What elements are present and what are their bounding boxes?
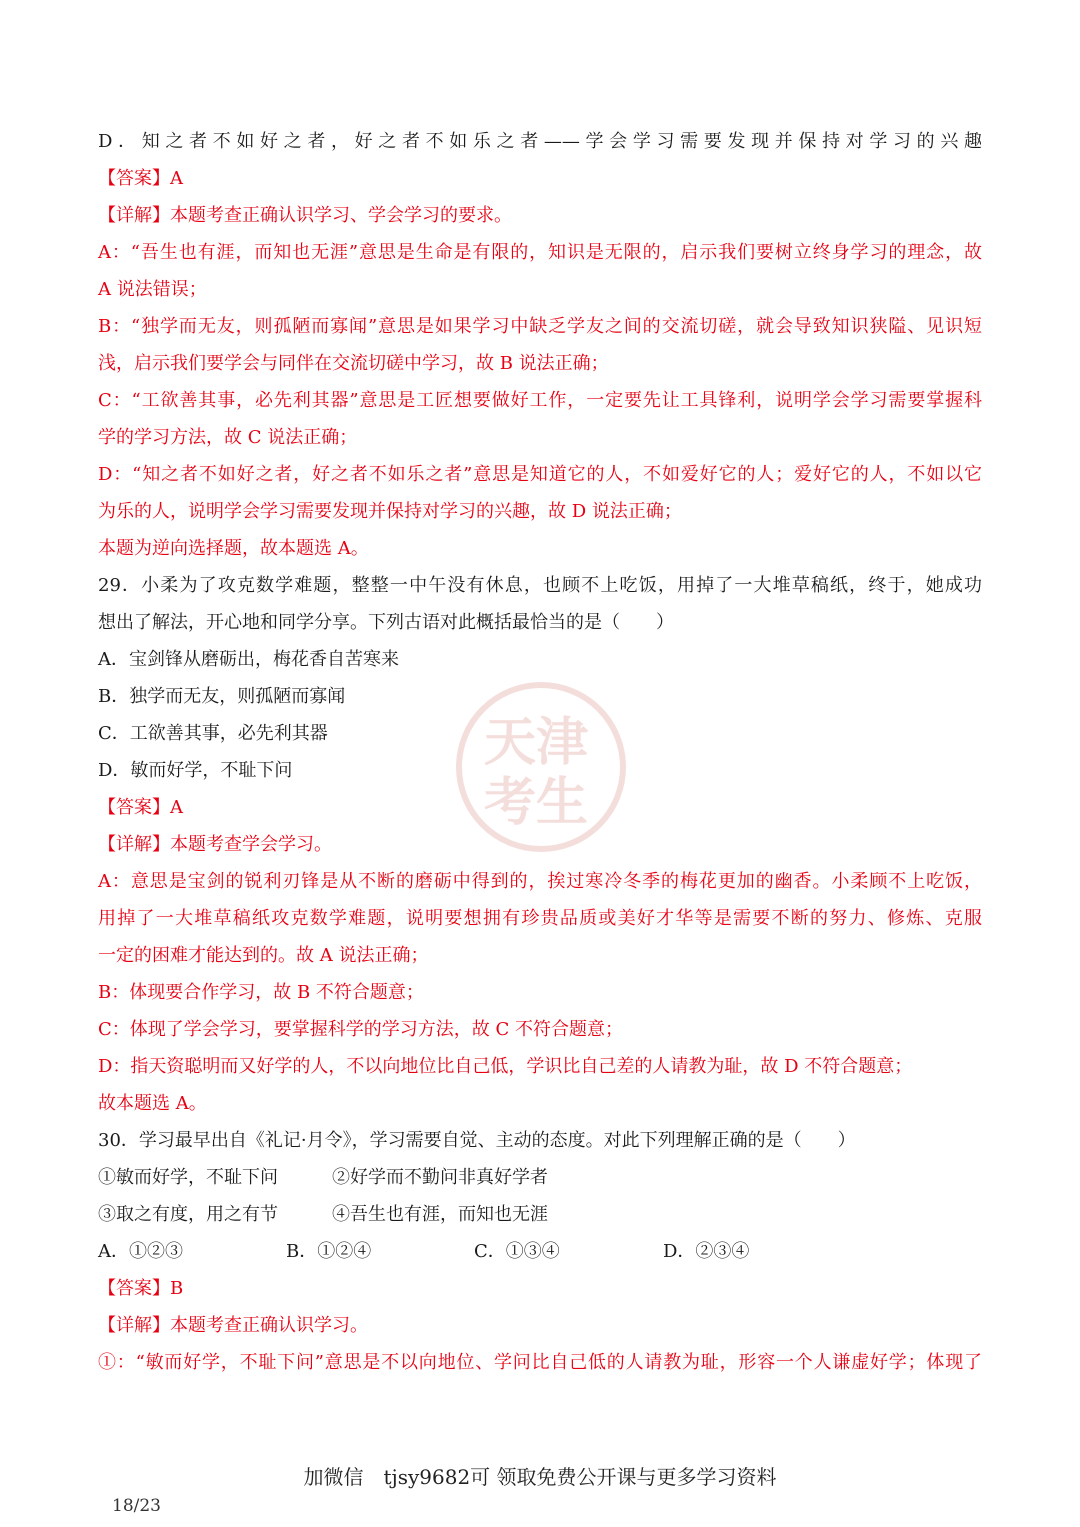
option-b-q29: B．独学而无友，则孤陋而寡闻 <box>98 686 346 707</box>
explanation-line: A：“吾生也有涯，而知也无涯”意思是生命是有限的，知识是无限的，启示我们要树立终身学习的理念，故 <box>98 242 982 263</box>
watermark-text-bottom: 考生 <box>484 772 589 833</box>
conclusion-q28: 本题为逆向选择题，故本题选 A。 <box>98 538 369 559</box>
statement-1: ①敏而好学，不耻下问 <box>98 1167 278 1188</box>
statement-4: ④吾生也有涯，而知也无涯 <box>332 1204 548 1225</box>
explanation-intro-q28: 【详解】本题考查正确认识学习、学会学习的要求。 <box>98 205 512 226</box>
option-a-q29: A．宝剑锋从磨砺出，梅花香自苦寒来 <box>98 649 399 670</box>
answer-q28: 【答案】A <box>98 168 183 189</box>
choice-a-q30: A．①②③ <box>98 1241 183 1262</box>
choice-c-q30: C．①③④ <box>474 1241 560 1262</box>
statement-3: ③取之有度，用之有节 <box>98 1204 278 1225</box>
explanation-line: B：“独学而无友，则孤陋而寡闻”意思是如果学习中缺乏学友之间的交流切磋，就会导致知识狭隘、见识短 <box>98 316 982 337</box>
explanation-line: 学的学习方法，故 C 说法正确； <box>98 427 358 448</box>
explanation-line: C：体现了学会学习，要掌握科学的学习方法，故 C 不符合题意； <box>98 1019 623 1040</box>
explanation-line: D：“知之者不如好之者，好之者不如乐之者”意思是知道它的人，不如爱好它的人；爱好它的人，不如以它 <box>98 464 982 485</box>
option-c-q29: C．工欲善其事，必先利其器 <box>98 723 328 744</box>
explanation-line: C：“工欲善其事，必先利其器”意思是工匠想要做好工作，一定要先让工具锋利，说明学会学习需要掌握科 <box>98 390 982 411</box>
choice-b-q30: B．①②④ <box>286 1241 372 1262</box>
explanation-line: 一定的困难才能达到的。故 A 说法正确； <box>98 945 429 966</box>
conclusion-q29: 故本题选 A。 <box>98 1093 207 1114</box>
explanation-line: A：意思是宝剑的锐利刃锋是从不断的磨砺中得到的，挨过寒冷冬季的梅花更加的幽香。小柔顾不上吃饭， <box>98 871 982 892</box>
explanation-intro-q29: 【详解】本题考查学会学习。 <box>98 834 332 855</box>
statement-2: ②好学而不勤问非真好学者 <box>332 1167 548 1188</box>
page-number: 18/23 <box>112 1496 161 1516</box>
explanation-intro-q30: 【详解】本题考查正确认识学习。 <box>98 1315 368 1336</box>
question-29-stem: 29．小柔为了攻克数学难题，整整一中午没有休息，也顾不上吃饭，用掉了一大堆草稿纸，终于，她成功 <box>98 575 982 596</box>
explanation-line: 为乐的人，说明学会学习需要发现并保持对学习的兴趣，故 D 说法正确； <box>98 501 682 522</box>
promo-footer: 加微信 tjsy9682可 领取免费公开课与更多学习资料 <box>303 1465 777 1489</box>
watermark-text-top: 天津 <box>484 712 589 773</box>
explanation-line: D：指天资聪明而又好学的人，不以向地位比自己低，学识比自己差的人请教为耻，故 D 不符合题意； <box>98 1056 913 1077</box>
answer-q29: 【答案】A <box>98 797 183 818</box>
choice-d-q30: D．②③④ <box>663 1241 750 1262</box>
answer-q30: 【答案】B <box>98 1278 184 1299</box>
question-30-stem: 30．学习最早出自《礼记·月令》，学习需要自觉、主动的态度。对此下列理解正确的是（ ） <box>98 1130 856 1151</box>
explanation-line: ①：“敏而好学，不耻下问”意思是不以向地位、学问比自己低的人请教为耻，形容一个人谦虚好学；体现了 <box>98 1352 982 1373</box>
option-d-q28: D．知之者不如好之者，好之者不如乐之者——学会学习需要发现并保持对学习的兴趣 <box>98 131 982 152</box>
explanation-line: A 说法错误； <box>98 279 207 300</box>
option-d-q29: D．敏而好学，不耻下问 <box>98 760 293 781</box>
question-29-stem-cont: 想出了解法，开心地和同学分享。下列古语对此概括最恰当的是（ ） <box>98 612 674 633</box>
explanation-line: 浅，启示我们要学会与同伴在交流切磋中学习，故 B 说法正确； <box>98 353 609 374</box>
explanation-line: B：体现要合作学习，故 B 不符合题意； <box>98 982 424 1003</box>
explanation-line: 用掉了一大堆草稿纸攻克数学难题，说明要想拥有珍贵品质或美好才华等是需要不断的努力、修炼、克服 <box>98 908 982 929</box>
